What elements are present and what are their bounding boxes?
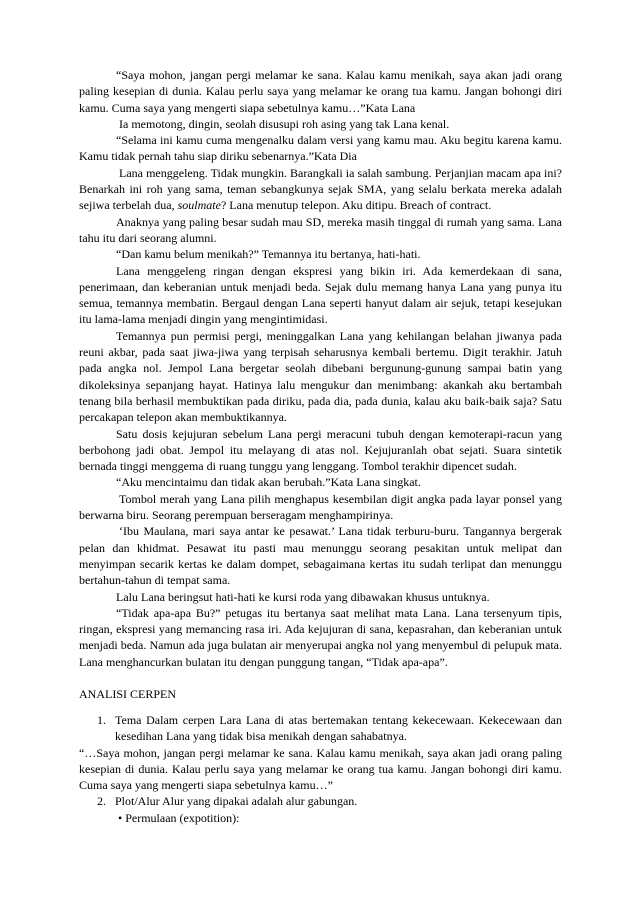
story-text-run: ? Lana menutup telepon. Aku ditipu. Breach of contract. [220,198,492,213]
analysis-quote: “…Saya mohon, jangan pergi melamar ke sana. Kalau kamu menikah, saya akan jadi orang paling kesepian di dunia. Kalau perlu saya yang melamar ke orang tua kamu. Jangan bohongi diri kamu. Cuma saya yang mengerti siapa sebetulnya kamu…” [79,745,562,793]
story-paragraph: Ia memotong, dingin, seolah disusupi roh asing yang tak Lana kenal. [119,116,450,131]
item-number: 2. [97,794,106,809]
story-paragraph: Tombol merah yang Lana pilih menghapus kesembilan digit angka pada layar ponsel yang berwarna biru. Seorang perempuan berseragam menghampirinya. [79,491,562,523]
item-text: Plot/Alur Alur yang dipakai adalah alur gabungan. [115,794,358,809]
story-paragraph: “Tidak apa-apa Bu?” petugas itu bertanya saat melihat mata Lana. Lana tersenyum tipis, ringan, ekspresi yang memancing rasa iri. Ada kejujuran di sana, kepasrahan, dan keberanian untuk menjadi beda. Namun ada juga bulatan air menyerupai angka nol yang menyembul di pelupuk mata. Lana menghancurkan bulatan itu dengan punggung tangan, “Tidak apa-apa”. [79,605,562,669]
story-paragraph: Temannya pun permisi pergi, meninggalkan Lana yang kehilangan belahan jiwanya pada reuni akbar, pada saat jiwa-jiwa yang terpisah seharusnya kembali bertemu. Digit terakhir. Jatuh pada angka nol. Jempol Lana bergetar seolah dibebani bergunung-gunung sampai batin yang dikoleksinya sepanjang hayat. Hatinya lalu mengukur dan menimbang: akankah aku bertambah tenang bila berhasil membuktikan pada diriku, pada dia, pada dunia, kalau aku baik-baik saja? Satu percakapan telepon akan membuktikannya. [79,328,562,425]
analysis-item-theme [79,712,562,745]
story-paragraph: “Aku mencintaimu dan tidak akan berubah.”Kata Lana singkat. [116,475,421,490]
story-paragraph: Lalu Lana beringsut hati-hati ke kursi roda yang dibawakan khusus untuknya. [116,589,490,604]
story-paragraph: Anaknya yang paling besar sudah mau SD, mereka masih tinggal di rumah yang sama. Lana tahu itu dari seorang alumni. [79,214,562,245]
item-number: 1. [97,713,106,727]
story-paragraph: Lana menggeleng ringan dengan ekspresi yang bikin iri. Ada kemerdekaan di sana, penerimaan, dan keberanian untuk menjadi beda. Sejak dulu memang hanya Lana yang punya itu semua, temannya membatin. Bergaul dengan Lana seperti hanyut dalam air sejuk, tetapi kesejukan itu lama-lama menjadi dingin yang mengintimidasi. [79,263,562,327]
story-text-run: Lana menggeleng. Tidak mungkin. Barangkali ia salah sambung. Perjanjian macam apa ini? Benarkah ini roh yang sama, teman sebangkunya sejak SMA, yang selalu berkata mereka adalah sejiwa terbelah dua, [79,165,562,213]
story-text [79,67,562,670]
analysis-section [79,712,562,826]
story-paragraph: “Selama ini kamu cuma mengenalku dalam versi yang kamu mau. Aku begitu karena kamu. Kamu tidak pernah tahu siap diriku sebenarnya.”Kata Dia [79,133,562,164]
story-paragraph: “Dan kamu belum menikah?” Temannya itu bertanya, hati-hati. [116,247,421,262]
story-paragraph: ‘Ibu Maulana, mari saya antar ke pesawat.’ Lana tidak terburu-buru. Tangannya bergerak pelan dan khidmat. Pesawat itu pasti mau menunggu seorang pesakitan untuk melipat dan menyimpan secarik kertas ke dalam dompet, sebagaimana kertas itu sudah terlipat dan menunggu bertahun-tahun di tempat sama. [79,524,562,588]
story-paragraph [79,165,562,214]
item-text: Tema Dalam cerpen Lara Lana di atas bertemakan tentang kekecewaan. Kekecewaan dan kesedihan Lana yang tidak bisa menikah dengan sahabatnya. [115,713,562,744]
story-paragraph: “Saya mohon, jangan pergi melamar ke sana. Kalau kamu menikah, saya akan jadi orang paling kesepian di dunia. Kalau perlu saya yang melamar ke orang tua kamu. Jangan bohongi diri kamu. Cuma saya yang mengerti siapa sebetulnya kamu…”Kata Lana [79,68,562,115]
story-paragraph: Satu dosis kejujuran sebelum Lana pergi meracuni tubuh dengan kemoterapi-racun yang berbohong jadi obat. Jempol itu melayang di atas nol. Kejujuranlah obat sejati. Suara sintetik bernada tinggi menggema di ruang tunggu yang lenggang. Tombol terakhir dipencet sudah. [79,426,562,474]
story-italic-run: soulmate [177,198,221,213]
bullet-item: • Permulaan (expotition): [118,810,240,825]
analysis-heading: ANALISI CERPEN [79,687,177,701]
analysis-item-plot [79,793,562,809]
